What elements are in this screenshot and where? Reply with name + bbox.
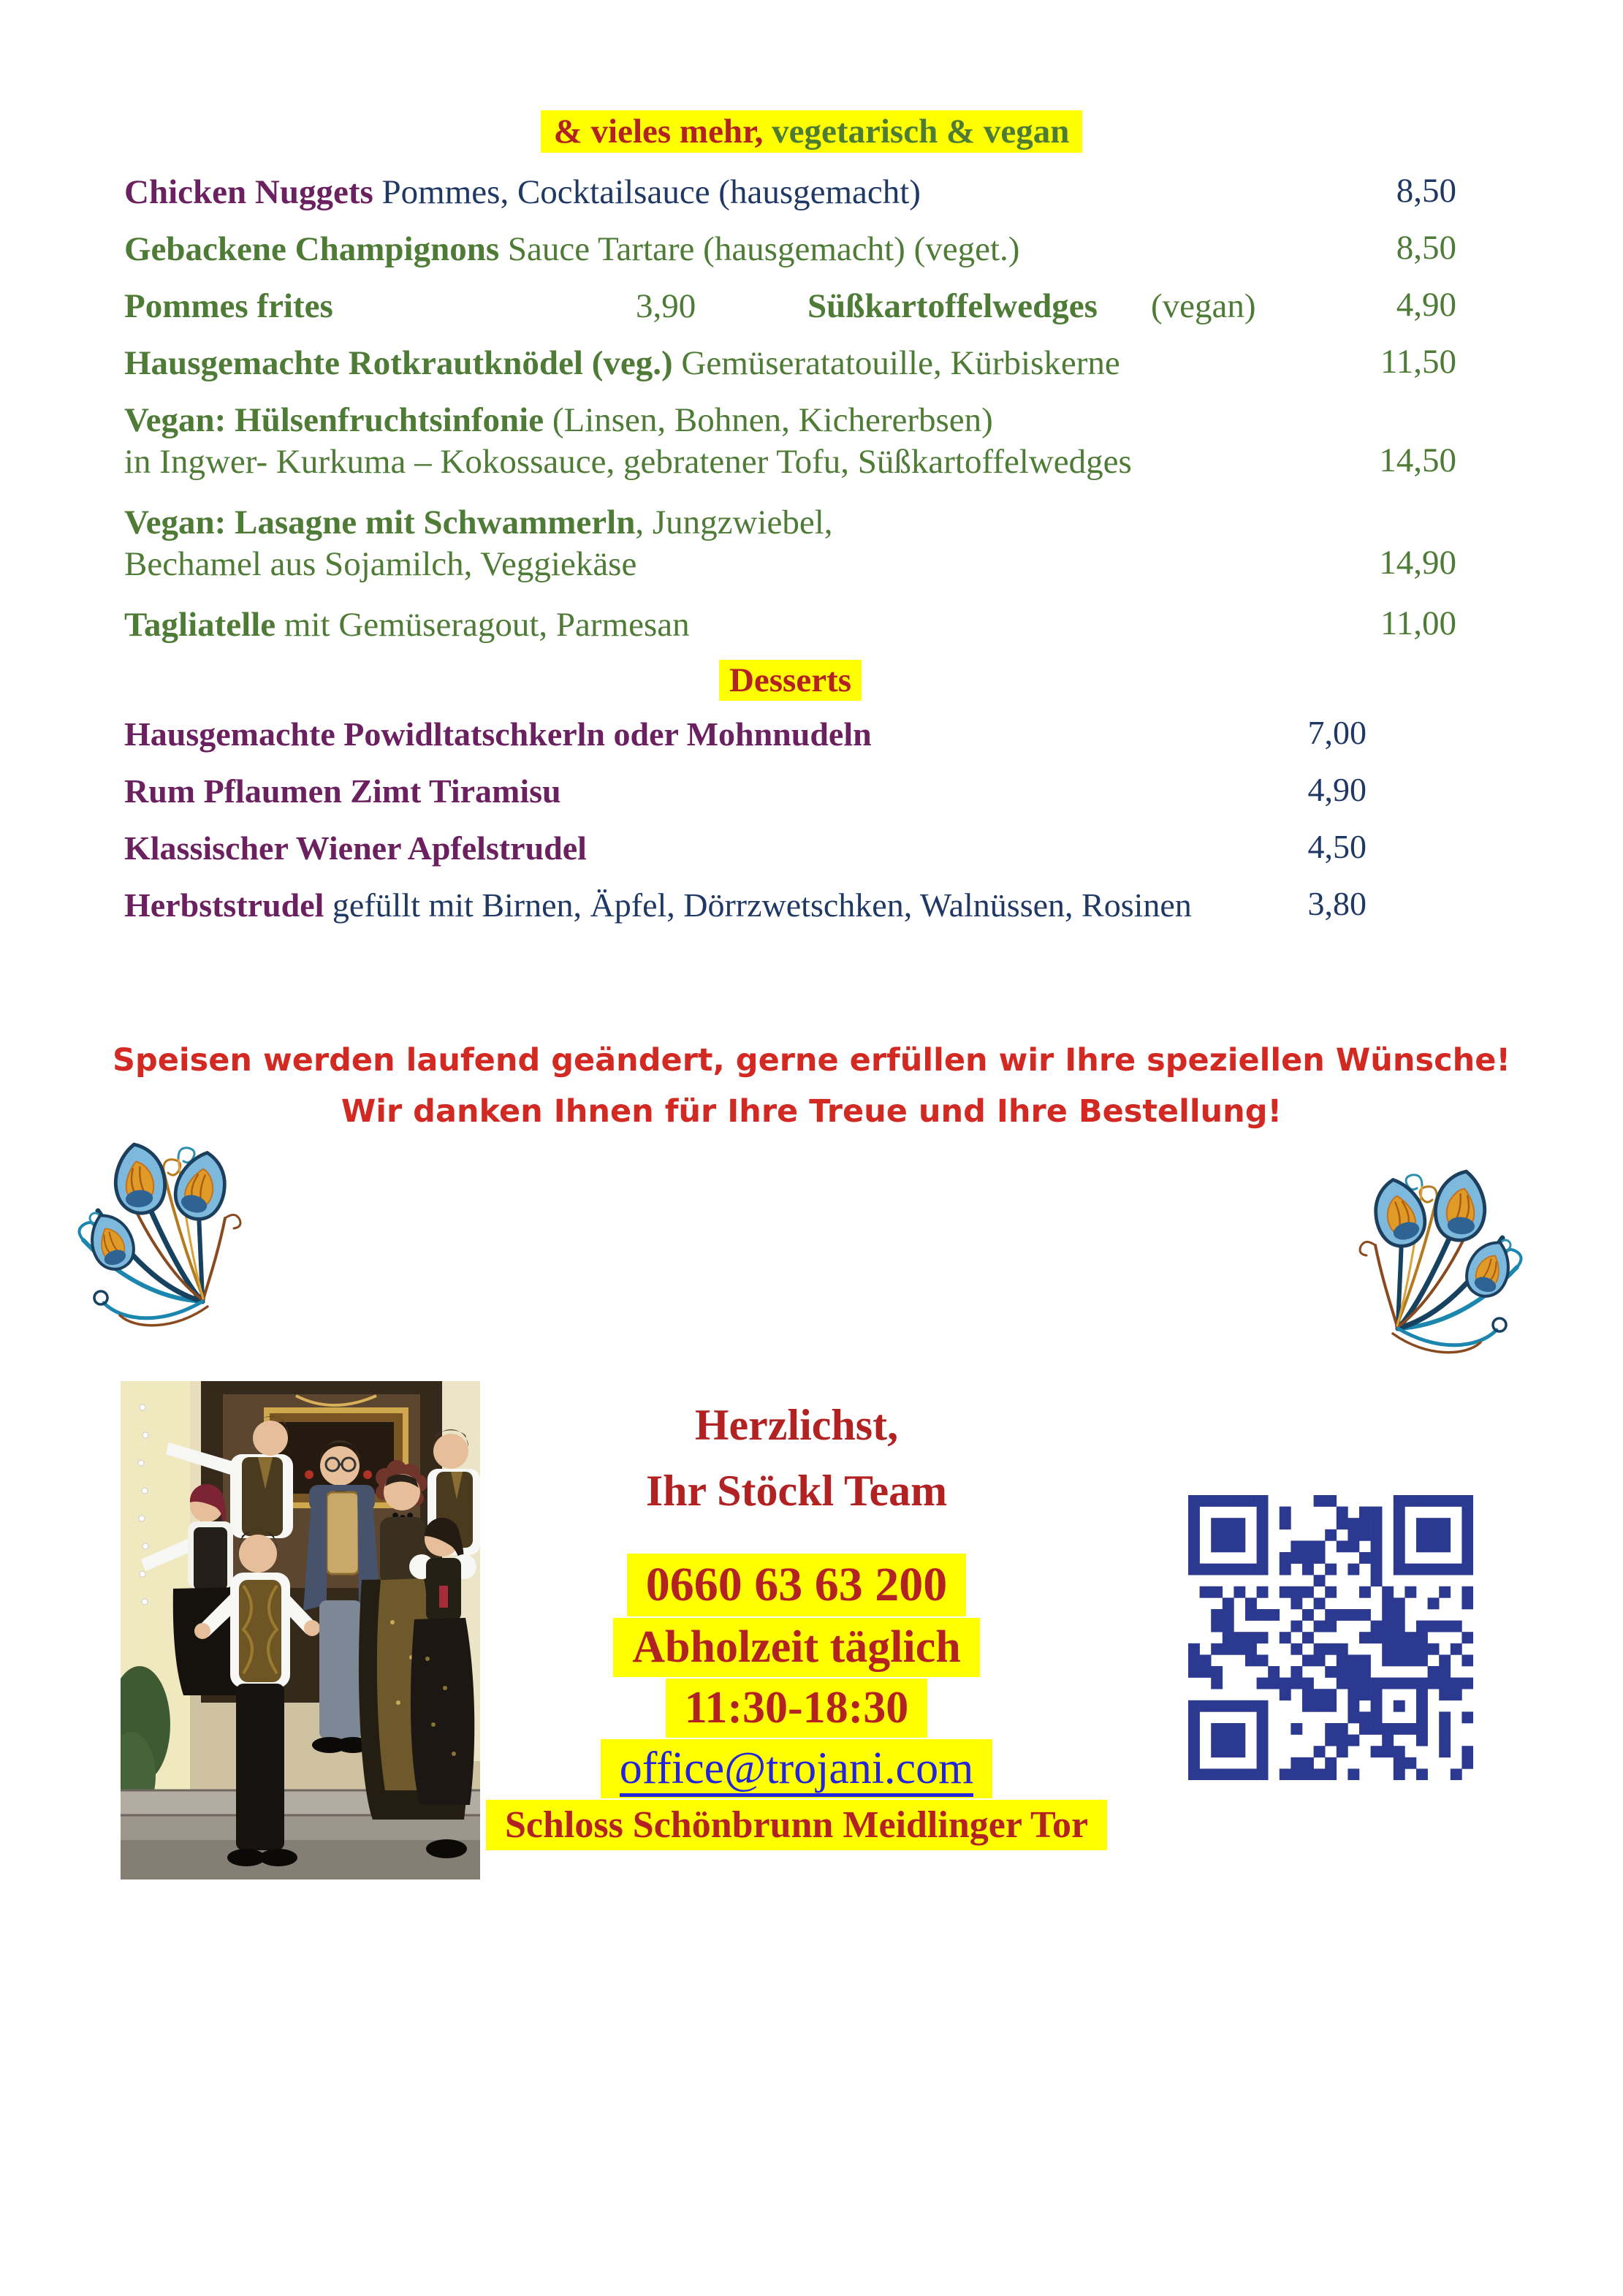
dessert-item-name: Hausgemachte Powidltatschkerln oder Mohnnudeln — [124, 715, 872, 753]
closing-signature — [468, 1392, 1125, 1524]
notice-text — [0, 1035, 1623, 1137]
menu-item-price: 8,50 — [1396, 229, 1456, 267]
qr-code — [1188, 1495, 1473, 1780]
menu-item-gebackene-champignons — [124, 229, 1456, 270]
dessert-item-name: Herbststrudel — [124, 886, 324, 924]
menu-item-name: Pommes frites — [124, 287, 333, 325]
menu-item-price: 8,50 — [1396, 172, 1456, 210]
email-line — [409, 1739, 1184, 1798]
menu-item-name: Vegan: Hülsenfruchtsinfonie — [124, 401, 544, 439]
section-header-green-text: vegetarisch & vegan — [763, 113, 1070, 151]
menu-item-line2: in Ingwer- Kurkuma – Kokossauce, gebratener Tofu, Süßkartoffelwedges — [124, 443, 1132, 481]
menu-item-vegan-lasagne — [124, 502, 1456, 585]
pickup-line — [409, 1618, 1184, 1677]
menu-item-price: 11,50 — [1380, 343, 1456, 381]
menu-item-name: Chicken Nuggets — [124, 173, 373, 211]
closing-line-2: Ihr Stöckl Team — [645, 1467, 948, 1515]
desserts-heading — [124, 660, 1456, 702]
address-line — [409, 1800, 1184, 1850]
menu-item-name: Tagliatelle — [124, 606, 276, 644]
menu-item-price: 11,00 — [1380, 604, 1456, 642]
menu-item-name-second: Süßkartoffelwedges — [807, 287, 1098, 325]
section-header-highlight — [541, 110, 1083, 153]
menu-item-line2: Bechamel aus Sojamilch, Veggiekäse — [124, 545, 637, 583]
menu-item-name: Gebackene Champignons — [124, 230, 500, 268]
menu-item-huelsenfruchtsinfonie — [124, 400, 1456, 483]
menu-item-line1 — [124, 502, 1456, 544]
section-header-red-text: & vieles mehr, — [553, 113, 764, 151]
closing-line-1: Herzlichst, — [694, 1401, 899, 1449]
menu-item-description: Gemüseratatouille, Kürbiskerne — [672, 344, 1120, 382]
hours-line — [409, 1679, 1184, 1738]
dessert-item-name: Klassischer Wiener Apfelstrudel — [124, 829, 587, 867]
dessert-item-powidltatschkerln — [124, 713, 1456, 755]
menu-item-chicken-nuggets — [124, 172, 1456, 213]
desserts-heading-text: Desserts — [719, 660, 862, 701]
address-text: Schloss Schönbrunn Meidlinger Tor — [486, 1800, 1107, 1850]
menu-item-note: (vegan) — [1151, 287, 1256, 325]
menu-item-description: (Linsen, Bohnen, Kichererbsen) — [544, 401, 993, 439]
notice-line-1: Speisen werden laufend geändert, gerne erfüllen wir Ihre speziellen Wünsche! — [112, 1042, 1511, 1079]
peacock-feathers-decoration-right — [1358, 1156, 1548, 1361]
menu-item-description: Pommes, Cocktailsauce (hausgemacht) — [373, 173, 921, 211]
dessert-item-description: gefüllt mit Birnen, Äpfel, Dörrzwetschken, Walnüssen, Rosinen — [324, 886, 1192, 924]
menu-item-pommes-frites — [124, 286, 1456, 327]
menu-item-tagliatelle — [124, 604, 1456, 646]
dessert-item-name: Rum Pflaumen Zimt Tiramisu — [124, 772, 561, 810]
menu-item-description: , Jungzwiebel, — [635, 503, 833, 541]
dessert-item-price: 4,90 — [1307, 771, 1367, 808]
menu-item-description: mit Gemüseragout, Parmesan — [275, 606, 690, 644]
menu-item-rotkrautknoedel — [124, 343, 1456, 384]
phone-line — [409, 1554, 1184, 1616]
menu-item-description: Sauce Tartare (hausgemacht) (veget.) — [499, 230, 1020, 268]
email-highlight — [601, 1739, 993, 1798]
dessert-item-price: 7,00 — [1307, 714, 1367, 751]
email-link[interactable]: office@trojani.com — [620, 1744, 974, 1797]
dessert-item-price: 3,80 — [1307, 885, 1367, 922]
dessert-item-apfelstrudel — [124, 827, 1456, 869]
menu-item-price: 14,90 — [1379, 544, 1456, 582]
notice-line-2: Wir danken Ihnen für Ihre Treue und Ihre Bestellung! — [341, 1093, 1282, 1130]
dessert-item-price: 4,50 — [1307, 828, 1367, 865]
section-header — [0, 110, 1623, 153]
menu-item-price: 4,90 — [1396, 286, 1456, 324]
peacock-feathers-decoration-left — [53, 1129, 243, 1334]
menu-item-name: Hausgemachte Rotkrautknödel (veg.) — [124, 344, 673, 382]
phone-number: 0660 63 63 200 — [627, 1554, 967, 1616]
menu-list — [124, 157, 1456, 941]
pickup-hours: 11:30-18:30 — [666, 1679, 928, 1738]
contact-block — [409, 1554, 1184, 1852]
dessert-item-herbststrudel — [124, 884, 1456, 926]
dessert-item-rum-pflaumen-tiramisu — [124, 770, 1456, 812]
menu-item-price-left: 3,90 — [636, 287, 696, 325]
menu-item-line1 — [124, 400, 1456, 441]
menu-item-price: 14,50 — [1379, 441, 1456, 479]
menu-item-name: Vegan: Lasagne mit Schwammerln — [124, 503, 636, 541]
pickup-label: Abholzeit täglich — [613, 1618, 979, 1677]
